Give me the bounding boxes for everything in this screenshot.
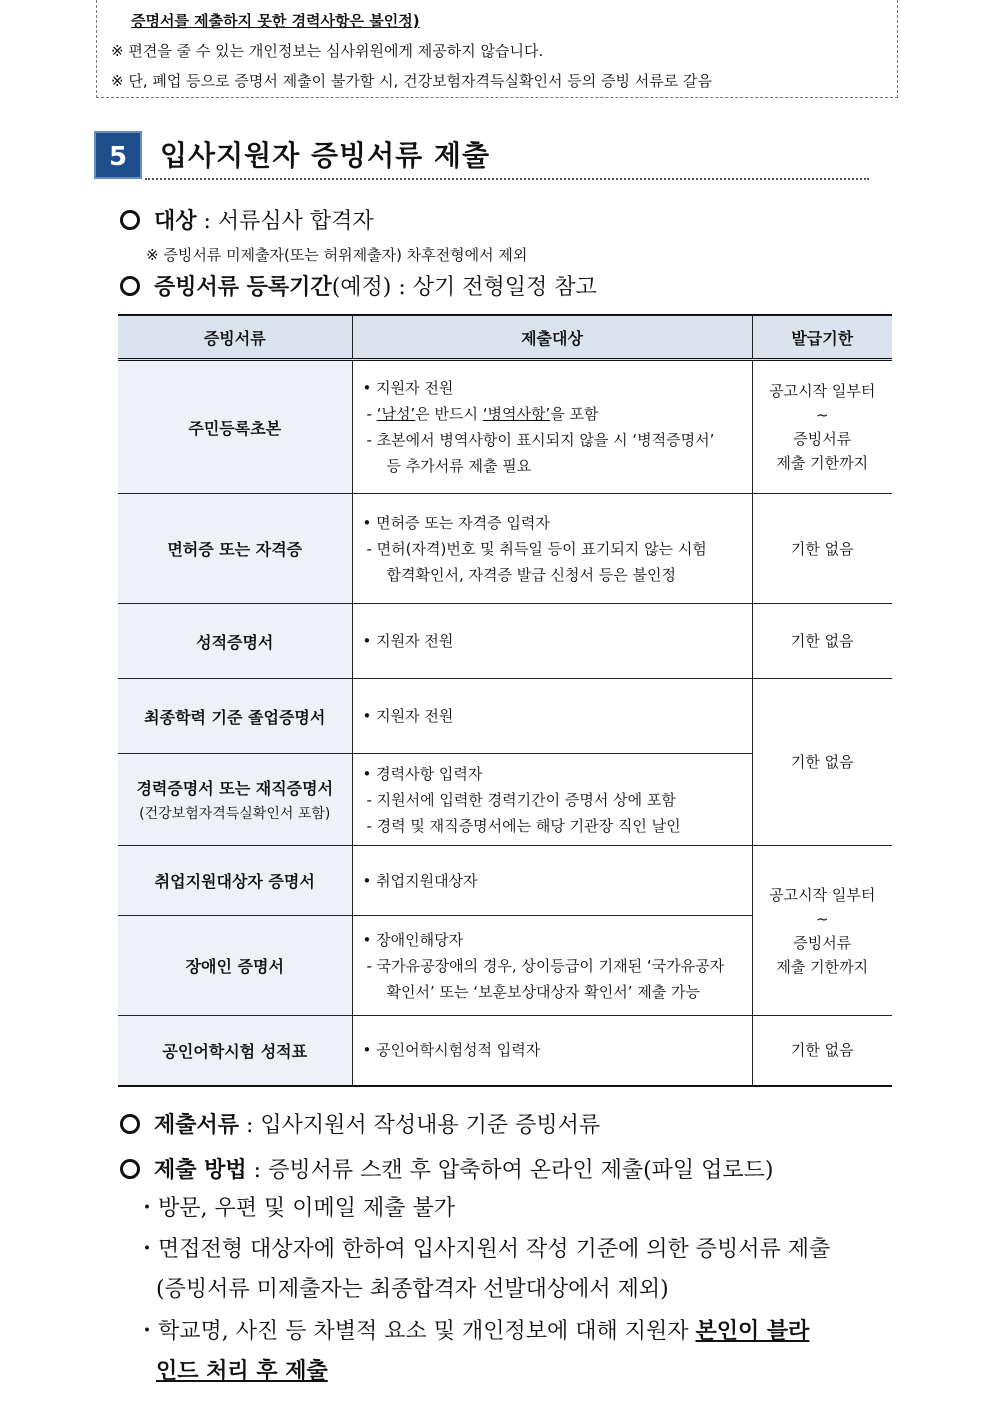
doc-name-main: 경력증명서 또는 재직증명서 xyxy=(136,779,334,798)
method-item-3-cont xyxy=(156,1354,328,1385)
section-divider xyxy=(145,178,869,180)
doc-deadline: 공고시작 일부터 ~ 증빙서류 제출 기한까지 xyxy=(752,360,892,494)
submission-method-value: : 증빙서류 스캔 후 압축하여 온라인 제출(파일 업로드) xyxy=(253,1158,774,1183)
doc-target xyxy=(352,679,752,754)
target-line: 합격확인서, 자격증 발급 신청서 등은 불인정 xyxy=(386,565,676,584)
target-label: 대상 xyxy=(154,209,197,234)
period-label-suffix: (예정) xyxy=(331,275,392,300)
circle-bullet-icon xyxy=(120,1159,140,1179)
target-line: - 초본에서 병역사항이 표시되지 않을 시 ‘병적증명서’ xyxy=(366,431,715,449)
doc-deadline: 기한 없음 xyxy=(752,679,892,846)
method-emphasis-2: 인드 처리 후 제출 xyxy=(156,1358,328,1384)
header-deadline: 발급기한 xyxy=(752,315,892,360)
note-line-2: ※ 편견을 줄 수 있는 개인정보는 심사위원에게 제공하지 않습니다. xyxy=(111,42,544,60)
target-line: - 지원서에 입력한 경력기간이 증명서 상에 포함 xyxy=(366,790,676,809)
circle-bullet-icon xyxy=(120,210,140,230)
doc-name: 성적증명서 xyxy=(118,604,352,679)
doc-deadline: 기한 없음 xyxy=(752,604,892,679)
target-line: - 경력 및 재직증명서에는 해당 기관장 직인 날인 xyxy=(366,816,681,835)
doc-deadline: 기한 없음 xyxy=(752,1016,892,1086)
doc-target xyxy=(352,916,752,1016)
submission-docs-row xyxy=(120,1108,600,1139)
submission-method-row xyxy=(120,1153,774,1184)
method-item-1: ・방문, 우편 및 이메일 제출 불가 xyxy=(136,1196,455,1221)
target-bullet: • 공인어학시험성적 입력자 xyxy=(362,1041,541,1060)
doc-target xyxy=(352,754,752,846)
table-row xyxy=(118,604,892,679)
note-line-1: 증명서를 제출하지 못한 경력사항은 불인정) xyxy=(131,12,420,30)
documents-table xyxy=(118,314,892,1087)
target-row xyxy=(120,204,374,235)
table-row xyxy=(118,494,892,604)
target-bullet: • 지원자 전원 xyxy=(362,632,454,650)
table-header-row xyxy=(118,315,892,360)
circle-bullet-icon xyxy=(120,1114,140,1134)
target-line: - ‘남성’은 반드시 ‘병역사항’을 포함 xyxy=(366,405,599,423)
method-item-3: ・학교명, 사진 등 차별적 요소 및 개인정보에 대해 지원자 본인이 블라 xyxy=(136,1318,810,1344)
target-bullet: • 지원자 전원 xyxy=(362,379,454,397)
target-line: - 국가유공장애의 경우, 상이등급이 기재된 ‘국가유공자 xyxy=(366,956,725,975)
doc-name: 장애인 증명서 xyxy=(118,916,352,1016)
target-bullet: • 장애인해당자 xyxy=(362,930,464,949)
doc-target xyxy=(352,360,752,494)
table-row xyxy=(118,679,892,754)
period-value: : 상기 전형일정 참고 xyxy=(398,275,597,300)
header-document: 증빙서류 xyxy=(118,315,352,360)
target-bullet: • 면허증 또는 자격증 입력자 xyxy=(362,513,550,532)
target-bullet: • 취업지원대상자 xyxy=(362,872,478,890)
target-line: 등 추가서류 제출 필요 xyxy=(386,457,532,475)
target-note: ※ 증빙서류 미제출자(또는 허위제출자) 차후전형에서 제외 xyxy=(146,246,528,264)
period-row xyxy=(120,270,597,301)
doc-name: 면허증 또는 자격증 xyxy=(118,494,352,604)
target-value: : 서류심사 합격자 xyxy=(203,209,374,234)
doc-name: 취업지원대상자 증명서 xyxy=(118,846,352,916)
target-bullet: • 지원자 전원 xyxy=(362,707,454,725)
table-row xyxy=(118,360,892,494)
target-line: 확인서’ 또는 ‘보훈보상대상자 확인서’ 제출 가능 xyxy=(386,982,700,1001)
doc-name xyxy=(118,754,352,846)
doc-target xyxy=(352,604,752,679)
method-item-2-note: (증빙서류 미제출자는 최종합격자 선발대상에서 제외) xyxy=(156,1277,669,1302)
top-note-box xyxy=(96,0,898,98)
submission-method-label: 제출 방법 xyxy=(154,1158,247,1183)
circle-bullet-icon xyxy=(120,276,140,296)
submission-docs-label: 제출서류 xyxy=(154,1113,240,1138)
method-emphasis-1: 본인이 블라 xyxy=(695,1318,810,1344)
header-target: 제출대상 xyxy=(352,315,752,360)
period-label: 증빙서류 등록기간 xyxy=(154,275,332,300)
doc-name: 최종학력 기준 졸업증명서 xyxy=(118,679,352,754)
note-line-3: ※ 단, 폐업 등으로 증명서 제출이 불가할 시, 건강보험자격득실확인서 등의 증빙 서류로 갈음 xyxy=(111,72,712,90)
doc-target xyxy=(352,1016,752,1086)
target-bullet: • 경력사항 입력자 xyxy=(362,764,483,783)
doc-name: 공인어학시험 성적표 xyxy=(118,1016,352,1086)
doc-target xyxy=(352,846,752,916)
doc-target xyxy=(352,494,752,604)
doc-deadline: 기한 없음 xyxy=(752,494,892,604)
section-title: 입사지원자 증빙서류 제출 xyxy=(160,139,491,172)
submission-docs-value: : 입사지원서 작성내용 기준 증빙서류 xyxy=(246,1113,601,1138)
target-line: - 면허(자격)번호 및 취득일 등이 표기되지 않는 시험 xyxy=(366,539,707,558)
doc-name-sub: (건강보험자격득실확인서 포함) xyxy=(139,806,331,822)
section-number: 5 xyxy=(94,131,142,179)
doc-name: 주민등록초본 xyxy=(118,360,352,494)
table-row xyxy=(118,846,892,916)
doc-deadline: 공고시작 일부터 ~ 증빙서류 제출 기한까지 xyxy=(752,846,892,1016)
table-row xyxy=(118,1016,892,1086)
method-item-2: ・면접전형 대상자에 한하여 입사지원서 작성 기준에 의한 증빙서류 제출 xyxy=(136,1237,831,1262)
